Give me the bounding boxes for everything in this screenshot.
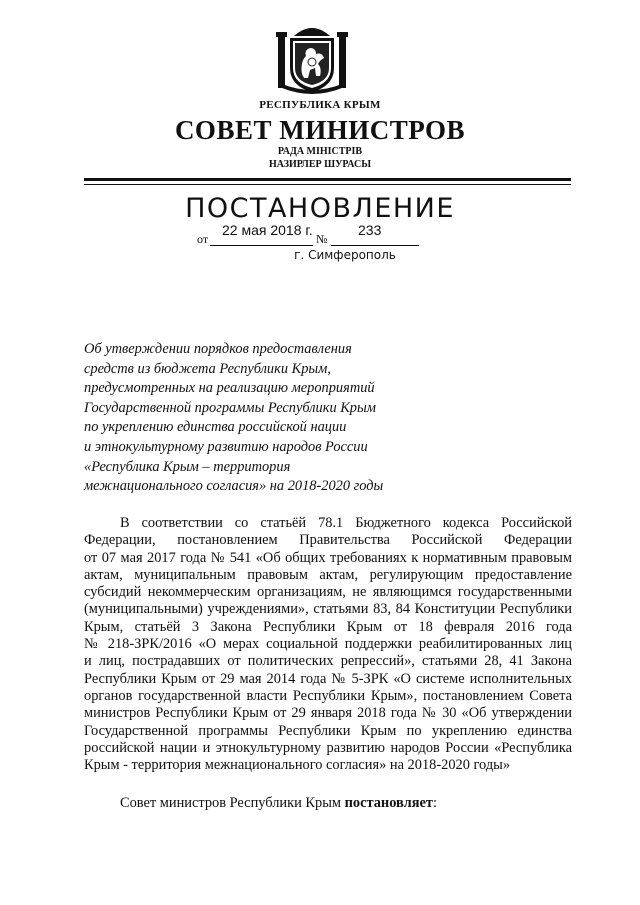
council-name-crimean-tatar: НАЗИРЛЕР ШУРАСЫ bbox=[268, 159, 372, 170]
subject-line: и этнокультурному развитию народов России bbox=[84, 438, 368, 455]
subject-line: Об утверждении порядков предоставления bbox=[84, 341, 352, 357]
crimea-coat-of-arms-icon bbox=[272, 22, 352, 94]
preamble-line: от 07 мая 2017 года № 541 «Об общих требованиях к нормативным правовым bbox=[84, 549, 572, 566]
subject-line: межнационального согласия» на 2018-2020 годы bbox=[84, 478, 384, 495]
preamble-line: № 218-ЗРК/2016 «О мерах социальной поддержки реабилитированных лиц bbox=[84, 636, 572, 653]
preamble-line: (муниципальными) учреждениями», статьями 83, 84 Конституции Республики bbox=[84, 601, 572, 618]
preamble-line: В соответствии со статьёй 78.1 Бюджетного кодекса Российской bbox=[120, 515, 572, 531]
subject-line: предусмотренных на реализацию мероприятий bbox=[84, 380, 375, 397]
subject-line: по укреплению единства российской нации bbox=[84, 419, 347, 436]
preamble-line: Крым - территория межнационального согласия» на 2018-2020 годы» bbox=[84, 757, 511, 774]
date-underline bbox=[210, 245, 313, 246]
preamble-line: российской нации и этнокультурному развитию народов России «Республика bbox=[84, 739, 572, 756]
preamble-line: Федерации, постановлением Правительства Российской Федерации bbox=[84, 532, 572, 549]
preamble-line: Крым, статьёй 3 Закона Республики Крым от 18 февраля 2016 года bbox=[84, 618, 572, 635]
preamble-line: и лиц, пострадавших от политических репрессий», статьями 28, 41 Закона bbox=[84, 653, 572, 670]
preamble-line: органов государственной власти Республики Крым», постановлением Совета bbox=[84, 687, 572, 704]
resolution-verb: постановляет bbox=[344, 795, 433, 811]
preamble-line: Республики Крым от 29 мая 2014 года № 5-ЗРК «О системе исполнительных bbox=[84, 670, 572, 687]
resolution-prefix: Совет министров Республики Крым bbox=[120, 795, 345, 811]
decree-number: 233 bbox=[358, 222, 382, 238]
subject-line: «Республика Крым – территория bbox=[84, 458, 291, 475]
preamble-line: Государственной программы Республики Крым по укреплению единства bbox=[84, 722, 572, 739]
decree-date: 22 мая 2018 г. bbox=[222, 222, 313, 238]
preamble-line: субсидий некоммерческим организациям, не являющимся государственными bbox=[84, 584, 572, 601]
resolution-statement bbox=[120, 795, 437, 812]
decree-city: г. Симферополь bbox=[294, 248, 396, 262]
decree-subject bbox=[84, 340, 414, 497]
subject-line: Государственной программы Республики Крым bbox=[84, 399, 376, 416]
number-label: № bbox=[316, 232, 328, 246]
subject-line: средств из бюджета Республики Крым, bbox=[84, 360, 331, 377]
header-divider-thin bbox=[84, 184, 571, 185]
preamble-line: актам, муниципальным правовым актам, регулирующим предоставление bbox=[84, 566, 572, 583]
date-label: от bbox=[197, 232, 209, 246]
council-name-ukrainian: РАДА МІНІСТРІВ bbox=[277, 146, 363, 157]
republic-name: РЕСПУБЛИКА КРЫМ bbox=[259, 99, 381, 111]
header-divider-thick bbox=[84, 178, 571, 181]
resolution-suffix: : bbox=[432, 795, 437, 811]
decree-title: ПОСТАНОВЛЕНИЕ bbox=[185, 193, 455, 224]
number-underline bbox=[331, 245, 419, 246]
decree-preamble bbox=[84, 515, 572, 774]
council-name: СОВЕТ МИНИСТРОВ bbox=[174, 115, 466, 145]
preamble-line: министров Республики Крым от 29 января 2018 года № 30 «Об утверждении bbox=[84, 705, 572, 722]
